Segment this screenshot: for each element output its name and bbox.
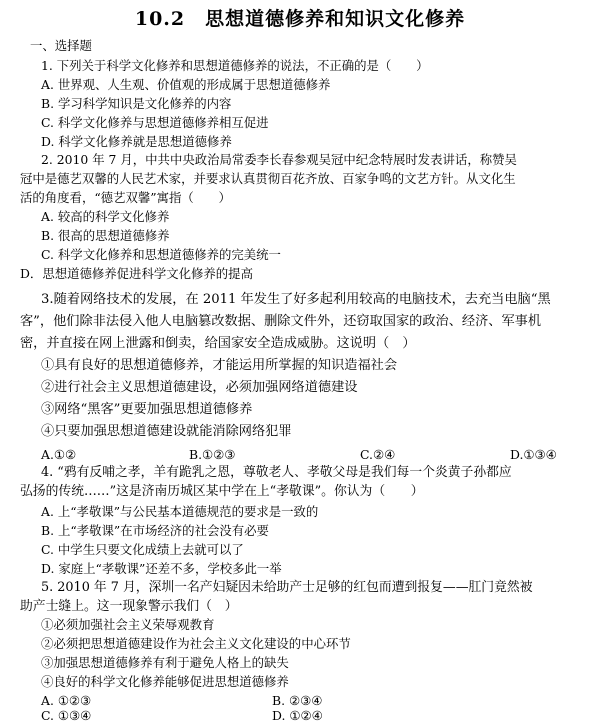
- q4-option-b: B. 上“孝敬课”在市场经济的社会没有必要: [41, 523, 269, 538]
- q2-stem-line-1: 2. 2010 年 7 月，中共中央政治局常委李长春参观吴冠中纪念特展时发表讲话，称赞吴: [41, 152, 517, 167]
- q3-statement-4: ④只要加强思想道德建设就能消除网络犯罪: [41, 424, 292, 439]
- q5-statement-1: ①必须加强社会主义荣辱观教育: [41, 617, 215, 632]
- q5-stem-line-2: 助产士缝上。这一现象警示我们（ ）: [20, 599, 238, 614]
- q4-option-a: A. 上“孝敬课”与公民基本道德规范的要求是一致的: [41, 504, 319, 519]
- document-title: 10.2 思想道德修养和知识文化修养: [134, 8, 466, 30]
- q3-stem-line-3: 密，并直接在网上泄露和倒卖，给国家安全造成威胁。这说明（ ）: [20, 336, 416, 351]
- q2-stem-line-3: 活的角度看，“德艺双馨”寓指（ ）: [20, 190, 231, 205]
- q3-option-b: B.①②③: [189, 447, 236, 462]
- q5-option-d: D. ①②④: [272, 708, 323, 723]
- q2-stem-line-2: 冠中是德艺双馨的人民艺术家，并要求认真贯彻百花齐放、百家争鸣的文艺方针。从文化生: [20, 171, 516, 186]
- q3-stem-line-2: 客”，他们除非法侵入他人电脑篡改数据、删除文件外，还窃取国家的政治、经济、军事机: [20, 314, 542, 329]
- q5-statement-2: ②必须把思想道德建设作为社会主义文化建设的中心环节: [41, 636, 351, 651]
- q2-option-d: D．思想道德修养促进科学文化修养的提高: [20, 266, 253, 281]
- q1-option-b: B. 学习科学知识是文化修养的内容: [41, 96, 232, 111]
- q1-option-d: D. 科学文化修养就是思想道德修养: [41, 134, 232, 149]
- q3-option-a: A.①②: [41, 447, 77, 462]
- q2-option-c: C. 科学文化修养和思想道德修养的完美统一: [41, 247, 281, 262]
- q3-statement-1: ①具有良好的思想道德修养，才能运用所掌握的知识造福社会: [41, 358, 398, 373]
- q5-option-a: A. ①②③: [41, 693, 92, 708]
- q1-option-a: A. 世界观、人生观、价值观的形成属于思想道德修养: [41, 77, 331, 92]
- q4-stem-line-2: 弘扬的传统……”这是济南历城区某中学在上“孝敬课”。你认为（ ）: [20, 484, 424, 499]
- q3-statement-2: ②进行社会主义思想道德建设，必须加强网络道德建设: [41, 380, 358, 395]
- q5-option-c: C. ①③④: [41, 708, 92, 723]
- q4-option-c: C. 中学生只要文化成绩上去就可以了: [41, 542, 244, 557]
- q2-option-a: A. 较高的科学文化修养: [41, 209, 170, 224]
- q5-option-b: B. ②③④: [272, 693, 323, 708]
- section-heading: 一、选择题: [30, 38, 92, 53]
- q3-option-c: C.②④: [360, 447, 396, 462]
- q1-option-c: C. 科学文化修养与思想道德修养相互促进: [41, 115, 269, 130]
- q3-statement-3: ③网络“黑客”更要加强思想道德修养: [41, 402, 253, 417]
- q3-option-d: D.①③④: [510, 447, 557, 462]
- q4-stem-line-1: 4. “鸦有反哺之孝，羊有跪乳之恩，尊敬老人、孝敬父母是我们每一个炎黄子孙都应: [41, 465, 512, 480]
- q2-option-b: B. 很高的思想道德修养: [41, 228, 170, 243]
- q5-statement-3: ③加强思想道德修养有利于避免人格上的缺失: [41, 655, 289, 670]
- q5-statement-4: ④良好的科学文化修养能够促进思想道德修养: [41, 674, 289, 689]
- q4-option-d: D. 家庭上“孝敬课”还差不多，学校多此一举: [41, 561, 282, 576]
- q1-stem: 1. 下列关于科学文化修养和思想道德修养的说法，不正确的是（ ）: [41, 58, 429, 73]
- q5-stem-line-1: 5. 2010 年 7 月，深圳一名产妇疑因未给助产士足够的红包而遭到报复——肛门竟然被: [41, 580, 533, 595]
- q3-stem-line-1: 3.随着网络技术的发展，在 2011 年发生了好多起利用较高的电脑技术，去充当电脑“黑: [41, 292, 551, 307]
